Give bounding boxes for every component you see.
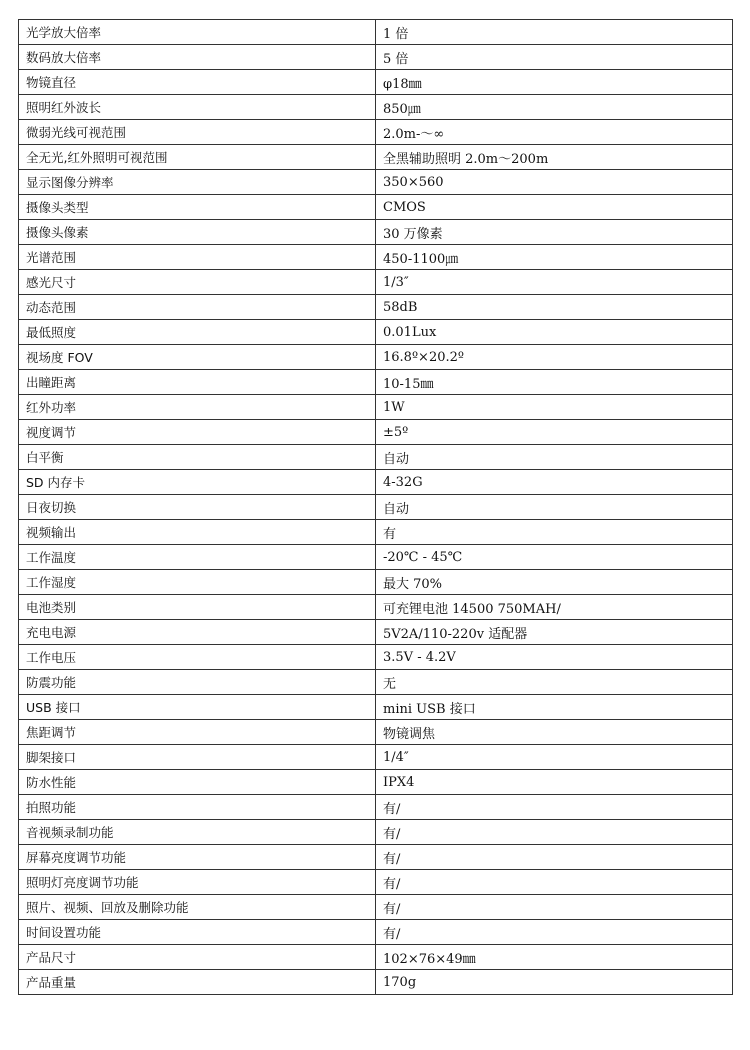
spec-label: 感光尺寸 — [19, 270, 376, 295]
spec-label: 白平衡 — [19, 445, 376, 470]
table-row — [19, 920, 733, 945]
spec-value: 16.8º×20.2º — [376, 345, 733, 370]
spec-value: 全黑辅助照明 2.0m～200m — [376, 145, 733, 170]
table-row — [19, 295, 733, 320]
spec-label: 数码放大倍率 — [19, 45, 376, 70]
table-row — [19, 520, 733, 545]
spec-value: 有/ — [376, 895, 733, 920]
spec-label: 防水性能 — [19, 770, 376, 795]
table-row — [19, 670, 733, 695]
table-row — [19, 645, 733, 670]
spec-label: USB 接口 — [19, 695, 376, 720]
spec-label: 摄像头像素 — [19, 220, 376, 245]
spec-value: 有/ — [376, 795, 733, 820]
spec-value: 450-1100㎛ — [376, 245, 733, 270]
table-row — [19, 420, 733, 445]
spec-label: 光谱范围 — [19, 245, 376, 270]
spec-value: 30 万像素 — [376, 220, 733, 245]
spec-value: 有/ — [376, 870, 733, 895]
spec-value: ±5º — [376, 420, 733, 445]
spec-label: 产品重量 — [19, 970, 376, 995]
spec-label: 视频输出 — [19, 520, 376, 545]
table-row — [19, 345, 733, 370]
spec-value: 4-32G — [376, 470, 733, 495]
spec-label: 摄像头类型 — [19, 195, 376, 220]
table-row — [19, 395, 733, 420]
table-row — [19, 695, 733, 720]
table-row — [19, 20, 733, 45]
spec-value: 有/ — [376, 920, 733, 945]
spec-value: mini USB 接口 — [376, 695, 733, 720]
spec-label: 光学放大倍率 — [19, 20, 376, 45]
table-row — [19, 895, 733, 920]
spec-value: 物镜调焦 — [376, 720, 733, 745]
spec-label: 照明灯亮度调节功能 — [19, 870, 376, 895]
table-row — [19, 245, 733, 270]
table-row — [19, 720, 733, 745]
spec-label: 时间设置功能 — [19, 920, 376, 945]
spec-value: 350×560 — [376, 170, 733, 195]
table-row — [19, 570, 733, 595]
table-row — [19, 95, 733, 120]
spec-label: 电池类别 — [19, 595, 376, 620]
spec-value: φ18㎜ — [376, 70, 733, 95]
spec-label: 工作湿度 — [19, 570, 376, 595]
table-row — [19, 870, 733, 895]
spec-value: 自动 — [376, 445, 733, 470]
spec-value: 有/ — [376, 845, 733, 870]
spec-label: 最低照度 — [19, 320, 376, 345]
table-row — [19, 145, 733, 170]
table-row — [19, 320, 733, 345]
spec-label: 红外功率 — [19, 395, 376, 420]
spec-label: 显示图像分辨率 — [19, 170, 376, 195]
table-row — [19, 595, 733, 620]
table-row — [19, 220, 733, 245]
spec-value: 1/4″ — [376, 745, 733, 770]
spec-label: 屏幕亮度调节功能 — [19, 845, 376, 870]
spec-label: 拍照功能 — [19, 795, 376, 820]
spec-value: IPX4 — [376, 770, 733, 795]
table-row — [19, 45, 733, 70]
table-row — [19, 120, 733, 145]
spec-value: 有/ — [376, 820, 733, 845]
spec-value: 10-15㎜ — [376, 370, 733, 395]
table-row — [19, 195, 733, 220]
spec-label: 出瞳距离 — [19, 370, 376, 395]
table-row — [19, 970, 733, 995]
spec-value: CMOS — [376, 195, 733, 220]
spec-label: 产品尺寸 — [19, 945, 376, 970]
spec-label: 防震功能 — [19, 670, 376, 695]
table-row — [19, 170, 733, 195]
spec-value: 0.01Lux — [376, 320, 733, 345]
spec-label: 日夜切换 — [19, 495, 376, 520]
spec-label: 焦距调节 — [19, 720, 376, 745]
spec-value: 58dB — [376, 295, 733, 320]
table-row — [19, 545, 733, 570]
spec-label: 充电电源 — [19, 620, 376, 645]
table-row — [19, 495, 733, 520]
table-row — [19, 820, 733, 845]
spec-label: 全无光,红外照明可视范围 — [19, 145, 376, 170]
spec-value: 无 — [376, 670, 733, 695]
spec-value: -20℃ - 45℃ — [376, 545, 733, 570]
spec-label: 视度调节 — [19, 420, 376, 445]
spec-value: 2.0m-～∞ — [376, 120, 733, 145]
table-row — [19, 745, 733, 770]
table-row — [19, 270, 733, 295]
table-row — [19, 445, 733, 470]
spec-label: 工作温度 — [19, 545, 376, 570]
spec-table — [18, 19, 733, 995]
spec-value: 最大 70% — [376, 570, 733, 595]
spec-value: 3.5V - 4.2V — [376, 645, 733, 670]
spec-value: 5V2A/110-220v 适配器 — [376, 620, 733, 645]
spec-label: 视场度 FOV — [19, 345, 376, 370]
spec-label: 脚架接口 — [19, 745, 376, 770]
spec-value: 有 — [376, 520, 733, 545]
spec-label: 工作电压 — [19, 645, 376, 670]
table-row — [19, 945, 733, 970]
spec-value: 1W — [376, 395, 733, 420]
spec-label: 物镜直径 — [19, 70, 376, 95]
spec-value: 5 倍 — [376, 45, 733, 70]
table-row — [19, 795, 733, 820]
spec-label: SD 内存卡 — [19, 470, 376, 495]
table-row — [19, 845, 733, 870]
spec-label: 微弱光线可视范围 — [19, 120, 376, 145]
spec-value: 自动 — [376, 495, 733, 520]
spec-label: 动态范围 — [19, 295, 376, 320]
spec-value: 850㎛ — [376, 95, 733, 120]
spec-value: 可充锂电池 14500 750MAH/ — [376, 595, 733, 620]
table-row — [19, 70, 733, 95]
spec-label: 照片、视频、回放及删除功能 — [19, 895, 376, 920]
spec-label: 音视频录制功能 — [19, 820, 376, 845]
spec-value: 1/3″ — [376, 270, 733, 295]
table-row — [19, 470, 733, 495]
spec-value: 102×76×49㎜ — [376, 945, 733, 970]
spec-value: 170g — [376, 970, 733, 995]
spec-value: 1 倍 — [376, 20, 733, 45]
table-row — [19, 620, 733, 645]
spec-table-body — [19, 20, 733, 995]
table-row — [19, 370, 733, 395]
table-row — [19, 770, 733, 795]
spec-label: 照明红外波长 — [19, 95, 376, 120]
